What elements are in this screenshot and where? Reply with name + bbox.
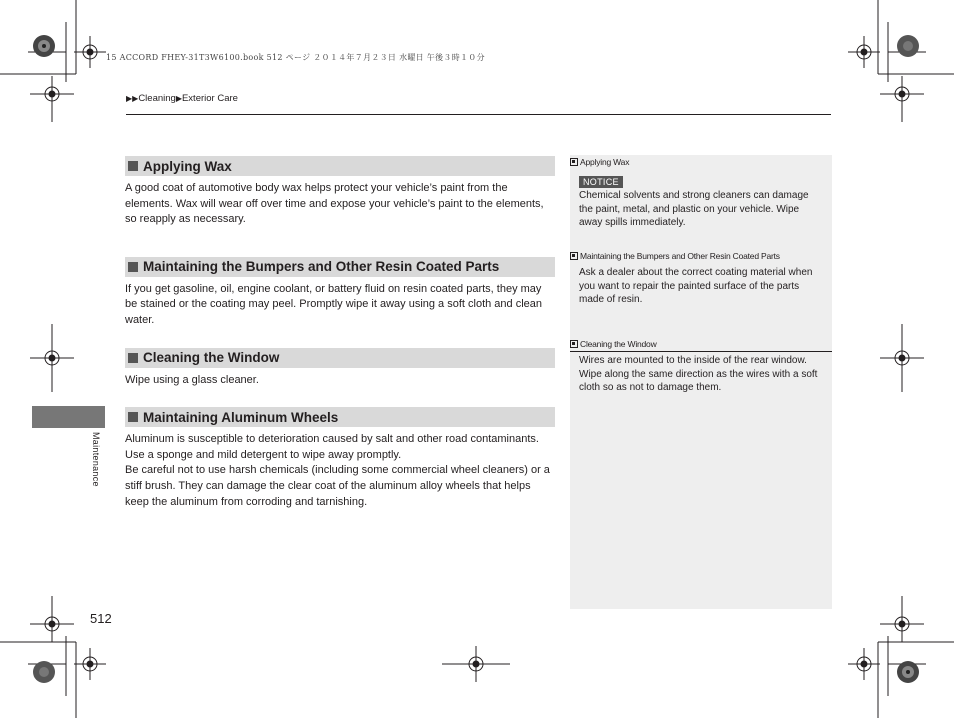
breadcrumb-cleaning[interactable]: Cleaning <box>138 93 176 104</box>
section-body-caution: Be careful not to use harsh chemicals (including some commercial wheel cleaners) or a stiff brush. They can damage the clear coat of the aluminum alloy wheels that helps keep the aluminum from corroding and tarnishing. <box>125 464 550 508</box>
breadcrumb-arrow-icon: ▶▶ <box>126 94 139 103</box>
breadcrumb <box>126 93 238 104</box>
note-title-text: Maintaining the Bumpers and Other Resin Coated Parts <box>580 251 780 261</box>
chapter-tab[interactable] <box>32 406 105 428</box>
reference-icon <box>570 340 578 348</box>
reference-icon <box>570 158 578 166</box>
sidebar-note-title[interactable] <box>570 157 629 167</box>
section-heading <box>125 348 555 368</box>
section-heading <box>125 257 555 277</box>
section-heading-text: Cleaning the Window <box>143 350 280 366</box>
breadcrumb-arrow-icon: ▶ <box>175 94 182 103</box>
note-title-text: Cleaning the Window <box>580 339 657 349</box>
sidebar-note-title[interactable] <box>570 251 780 261</box>
breadcrumb-exterior-care[interactable]: Exterior Care <box>181 93 238 104</box>
section-body: A good coat of automotive body wax helps protect your vehicle’s paint from the elements. Wax will wear off over time and expose your vehicle’s paint to the elements, so reapply as necessary. <box>125 182 544 226</box>
section-applying-wax <box>125 156 555 228</box>
square-bullet-icon <box>128 412 138 422</box>
square-bullet-icon <box>128 262 138 272</box>
page-number: 512 <box>90 611 112 626</box>
section-body: Aluminum is susceptible to deterioration caused by salt and other road contaminants. Use a sponge and mild detergent to wipe away promptly. <box>125 433 539 461</box>
notice-badge: NOTICE <box>579 176 623 188</box>
square-bullet-icon <box>128 161 138 171</box>
main-content <box>125 156 555 510</box>
section-window <box>125 348 555 389</box>
sidebar-note-body: Chemical solvents and strong cleaners can damage the paint, metal, and plastic on your vehicle. Wipe away spills immediately. <box>579 190 809 229</box>
print-header-info: 15 ACCORD FHEY-31T3W6100.book 512 ページ ２０１４年７月２３日 水曜日 午後３時１０分 <box>106 53 485 62</box>
chapter-tab-label: Maintenance <box>91 432 101 487</box>
sidebar-note-body: Wires are mounted to the inside of the rear window. Wipe along the same direction as the wires with a soft cloth so as not to damage them. <box>579 355 818 394</box>
section-body: If you get gasoline, oil, engine coolant, or battery fluid on resin coated parts, they may be stained or the coating may peel. Promptly wipe it away using a soft cloth and clean water. <box>125 282 543 326</box>
section-body: Wipe using a glass cleaner. <box>125 373 259 386</box>
sidebar-note-body: Ask a dealer about the correct coating material when you want to repair the painted surface of the parts made of resin. <box>579 267 813 306</box>
section-heading <box>125 407 555 427</box>
section-heading-text: Maintaining Aluminum Wheels <box>143 409 339 425</box>
section-heading <box>125 156 555 176</box>
header-divider <box>126 114 831 115</box>
section-heading-text: Applying Wax <box>143 158 232 174</box>
section-heading-text: Maintaining the Bumpers and Other Resin Coated Parts <box>143 259 500 275</box>
reference-icon <box>570 252 578 260</box>
square-bullet-icon <box>128 353 138 363</box>
sidebar-note-title[interactable] <box>570 339 657 349</box>
sidebar-divider <box>570 351 832 352</box>
section-aluminum-wheels <box>125 407 555 510</box>
section-bumpers <box>125 257 555 329</box>
note-title-text: Applying Wax <box>580 157 630 167</box>
